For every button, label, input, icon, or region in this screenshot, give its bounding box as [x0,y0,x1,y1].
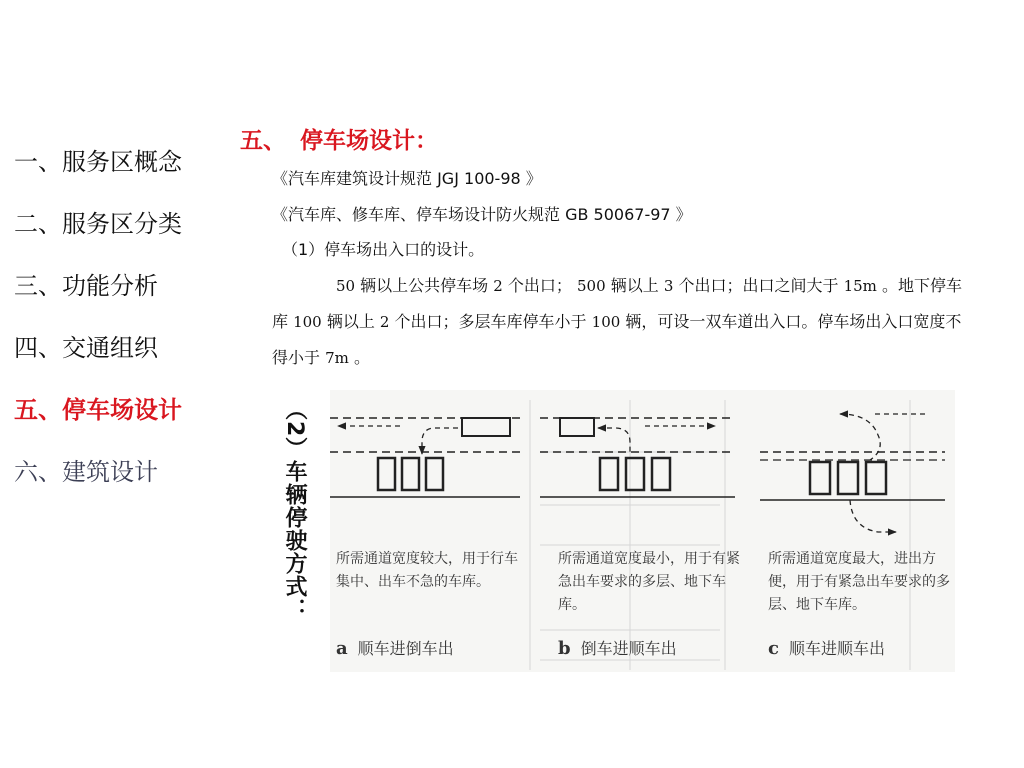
para-text: 个出口； [502,276,578,295]
para-num: 100 [591,313,621,331]
label-c-text: 顺车进顺车出 [788,639,885,658]
para-num: 2 [379,313,390,331]
para-text: 辆，可设一双车道出入口。停车场出入口宽度不得小于 [272,312,962,367]
section-number: 五、 [240,128,286,154]
para-num: 500 [577,277,606,295]
reference-1: 《汽车库建筑设计规范 JGJ 100-98 》 [272,169,542,188]
sidebar-nav [14,140,224,512]
caption-a: 所需通道宽度较大，用于行车集中、出车不急的车库。 [336,551,518,590]
nav-item-classification[interactable]: 二、服务区分类 [14,210,182,238]
label-b-key: b [558,638,571,659]
label-a-key: a [336,638,348,659]
para-num: 2 [493,277,503,295]
nav-item-parking-design[interactable]: 五、停车场设计 [14,396,182,424]
parking-modes-figure [330,390,955,672]
label-b [558,636,677,659]
caption-c: 所需通道宽度最大，进出方便，用于有紧急出车要求的多层、地下车库。 [768,551,950,613]
para-text: 辆以上 [605,276,664,295]
para-num: 7m [325,349,349,367]
para-num: 3 [663,277,674,295]
diagram-a [330,418,520,497]
para-text: 。 [348,348,370,367]
para-num: 50 [336,277,356,295]
nav-item-traffic[interactable]: 四、交通组织 [14,334,158,362]
para-text: 辆以上 [321,312,380,331]
diagram-b [540,418,735,497]
label-b-text: 倒车进顺车出 [580,639,677,658]
subheading-parking-modes: （2）车辆停驶方式： [282,398,307,622]
para-num: 100 [293,313,322,331]
label-a [336,636,454,659]
para-text: 。地下停车库 [272,276,962,331]
nav-item-concept[interactable]: 一、服务区概念 [14,148,182,176]
label-c [768,636,885,659]
para-num: 15m [843,277,877,295]
section-title [240,122,438,155]
nav-item-building-design[interactable]: 六、建筑设计 [14,458,158,486]
para-text: 辆以上公共停车场 [355,276,494,295]
nav-item-function-analysis[interactable]: 三、功能分析 [14,272,158,300]
parking-diagram [330,390,955,672]
para-text: 个出口；出口之间大于 [673,276,844,295]
subheading-entrance-design: （1）停车场出入口的设计。 [282,240,485,259]
label-c-key: c [768,638,779,659]
para-text: 个出口；多层车库停车小于 [389,312,592,331]
entrance-rules-paragraph [272,268,962,376]
label-a-text: 顺车进倒车出 [357,639,454,658]
diagram-c [760,414,945,532]
section-title-text: 停车场设计： [300,128,438,154]
caption-b: 所需通道宽度最小，用于有紧急出车要求的多层、地下车库。 [558,551,740,613]
reference-2: 《汽车库、修车库、停车场设计防火规范 GB 50067-97 》 [272,205,692,224]
